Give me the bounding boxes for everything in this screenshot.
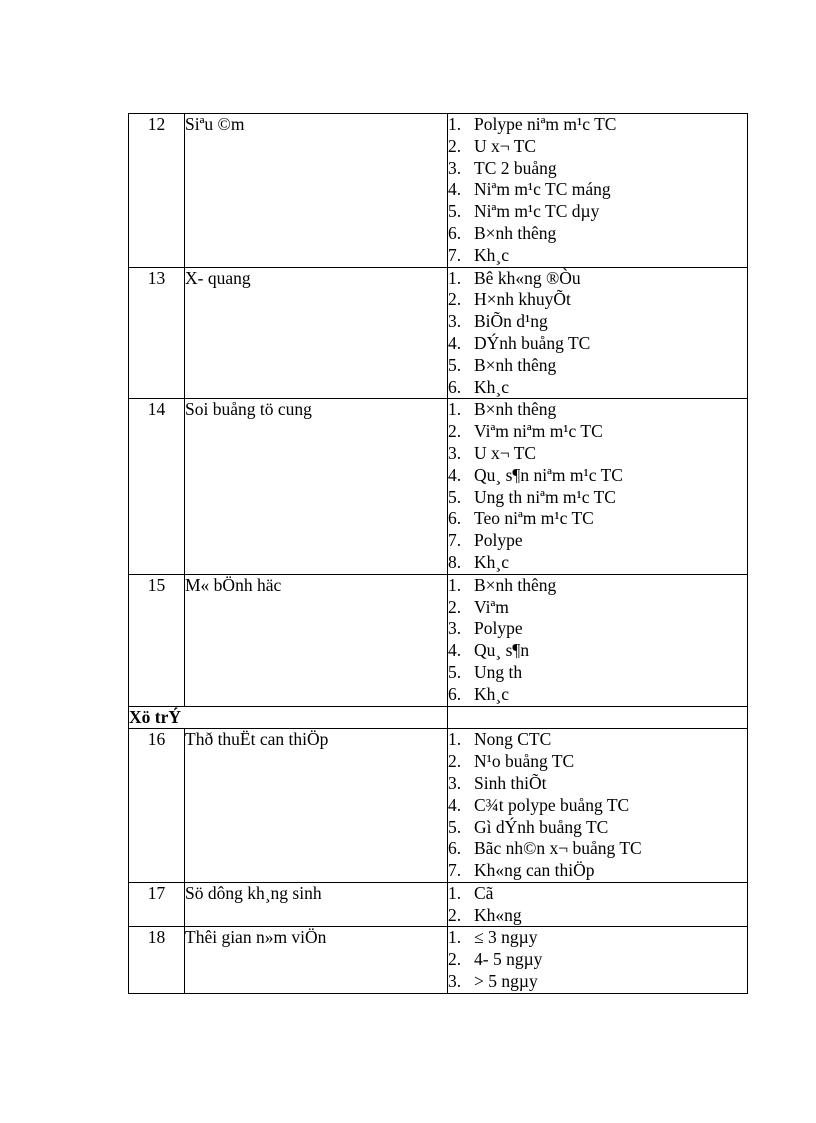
row-number: 12 xyxy=(129,114,185,268)
option-item xyxy=(448,795,747,817)
option-text: N¹o buång TC xyxy=(474,751,575,772)
option-text: Ung th xyxy=(474,661,523,682)
option-number: 1. xyxy=(448,574,462,595)
option-item xyxy=(448,773,747,795)
option-text: Nong CTC xyxy=(474,729,552,750)
option-text: Kh«ng can thiÖp xyxy=(474,860,595,881)
option-text: Sinh thiÕt xyxy=(474,772,547,793)
option-number: 2. xyxy=(448,596,462,617)
row-number: 17 xyxy=(129,882,185,927)
option-text: B×nh thêng xyxy=(474,354,557,375)
option-text: BiÕn d¹ng xyxy=(474,311,548,332)
option-text: Kh«ng xyxy=(474,904,522,925)
option-item xyxy=(448,158,747,180)
option-number: 1. xyxy=(448,927,462,948)
option-item xyxy=(448,311,747,333)
option-text: Cã xyxy=(474,882,494,903)
option-number: 1. xyxy=(448,399,462,420)
option-number: 3. xyxy=(448,311,462,332)
option-item xyxy=(448,618,747,640)
option-item xyxy=(448,662,747,684)
option-number: 3. xyxy=(448,971,462,992)
option-item xyxy=(448,817,747,839)
option-item xyxy=(448,289,747,311)
option-item xyxy=(448,201,747,223)
option-text: Bãc nh©n x¬ buång TC xyxy=(474,838,642,859)
option-number: 6. xyxy=(448,683,462,704)
option-item xyxy=(448,530,747,552)
option-number: 1. xyxy=(448,882,462,903)
option-text: B×nh thêng xyxy=(474,574,557,595)
option-number: 5. xyxy=(448,201,462,222)
option-text: B×nh thêng xyxy=(474,399,557,420)
option-number: 6. xyxy=(448,838,462,859)
option-number: 6. xyxy=(448,508,462,529)
option-number: 2. xyxy=(448,135,462,156)
option-number: 6. xyxy=(448,376,462,397)
option-text: H×nh khuyÕt xyxy=(474,289,571,310)
section-row xyxy=(129,706,748,729)
option-item xyxy=(448,223,747,245)
option-number: 5. xyxy=(448,661,462,682)
option-text: U x¬ TC xyxy=(474,442,537,463)
row-label: Thð thuËt can thiÖp xyxy=(185,729,448,883)
option-number: 7. xyxy=(448,860,462,881)
option-number: 4. xyxy=(448,332,462,353)
option-item xyxy=(448,421,747,443)
option-item xyxy=(448,751,747,773)
option-text: TC 2 buång xyxy=(474,157,557,178)
option-item xyxy=(448,333,747,355)
option-item xyxy=(448,443,747,465)
option-number: 2. xyxy=(448,421,462,442)
option-item xyxy=(448,883,747,905)
option-text: ≤ 3 ngµy xyxy=(474,927,538,948)
option-item xyxy=(448,927,747,949)
option-text: Gì dÝnh buång TC xyxy=(474,816,609,837)
table-row xyxy=(129,114,748,268)
option-item xyxy=(448,465,747,487)
data-table xyxy=(128,113,748,994)
option-text: Bê kh«ng ®Òu xyxy=(474,267,581,288)
table-row xyxy=(129,399,748,574)
option-item xyxy=(448,640,747,662)
option-text: Kh¸c xyxy=(474,244,509,265)
option-number: 6. xyxy=(448,222,462,243)
options-cell xyxy=(448,114,748,268)
row-number: 18 xyxy=(129,927,185,993)
option-text: Polype niªm m¹c TC xyxy=(474,114,617,134)
row-label: Sö dông kh¸ng sinh xyxy=(185,882,448,927)
option-number: 8. xyxy=(448,551,462,572)
row-label: Siªu ©m xyxy=(185,114,448,268)
option-text: C¾t polype buång TC xyxy=(474,794,630,815)
option-text: Qu¸ s¶n niªm m¹c TC xyxy=(474,464,623,485)
options-cell xyxy=(448,574,748,706)
option-item xyxy=(448,838,747,860)
option-item xyxy=(448,684,747,706)
option-number: 2. xyxy=(448,949,462,970)
option-text: U x¬ TC xyxy=(474,135,537,156)
option-text: Polype xyxy=(474,530,523,551)
option-item xyxy=(448,268,747,290)
option-text: Viªm xyxy=(474,596,509,617)
option-item xyxy=(448,729,747,751)
option-text: 4- 5 ngµy xyxy=(474,949,543,970)
table-body xyxy=(129,114,748,994)
section-heading: Xö trÝ xyxy=(129,706,448,729)
table-row xyxy=(129,927,748,993)
option-item xyxy=(448,949,747,971)
option-item xyxy=(448,971,747,993)
option-item xyxy=(448,355,747,377)
section-empty-cell xyxy=(448,706,748,729)
options-cell xyxy=(448,927,748,993)
option-number: 5. xyxy=(448,354,462,375)
option-item xyxy=(448,179,747,201)
option-number: 5. xyxy=(448,486,462,507)
option-item xyxy=(448,136,747,158)
option-number: 3. xyxy=(448,618,462,639)
option-text: > 5 ngµy xyxy=(474,971,538,992)
table-row xyxy=(129,267,748,399)
option-item xyxy=(448,508,747,530)
option-text: Viªm niªm m¹c TC xyxy=(474,421,603,442)
table-row xyxy=(129,882,748,927)
option-number: 2. xyxy=(448,751,462,772)
option-number: 1. xyxy=(448,267,462,288)
option-item xyxy=(448,905,747,927)
option-item xyxy=(448,860,747,882)
option-number: 7. xyxy=(448,530,462,551)
option-item xyxy=(448,597,747,619)
row-number: 15 xyxy=(129,574,185,706)
option-item xyxy=(448,552,747,574)
option-text: Qu¸ s¶n xyxy=(474,640,530,661)
row-label: Soi buång tö cung xyxy=(185,399,448,574)
option-number: 4. xyxy=(448,464,462,485)
option-text: Niªm m¹c TC dµy xyxy=(474,201,600,222)
option-item xyxy=(448,575,747,597)
option-number: 4. xyxy=(448,179,462,200)
options-cell xyxy=(448,729,748,883)
option-number: 3. xyxy=(448,772,462,793)
option-text: Ung th niªm m¹c TC xyxy=(474,486,616,507)
option-text: Kh¸c xyxy=(474,376,509,397)
option-number: 2. xyxy=(448,904,462,925)
row-label: X- quang xyxy=(185,267,448,399)
table-row xyxy=(129,574,748,706)
options-cell xyxy=(448,267,748,399)
option-number: 7. xyxy=(448,244,462,265)
option-number: 2. xyxy=(448,289,462,310)
options-cell xyxy=(448,399,748,574)
row-label: M« bÖnh häc xyxy=(185,574,448,706)
option-text: B×nh thêng xyxy=(474,222,557,243)
option-item xyxy=(448,399,747,421)
option-number: 1. xyxy=(448,114,462,134)
options-cell xyxy=(448,882,748,927)
option-text: Polype xyxy=(474,618,523,639)
option-text: Kh¸c xyxy=(474,683,509,704)
option-text: Kh¸c xyxy=(474,551,509,572)
option-number: 3. xyxy=(448,157,462,178)
row-number: 14 xyxy=(129,399,185,574)
option-text: DÝnh buång TC xyxy=(474,332,591,353)
row-number: 16 xyxy=(129,729,185,883)
option-item xyxy=(448,245,747,267)
option-item xyxy=(448,487,747,509)
option-number: 4. xyxy=(448,640,462,661)
option-text: Teo niªm m¹c TC xyxy=(474,508,594,529)
table-row xyxy=(129,729,748,883)
option-number: 3. xyxy=(448,442,462,463)
row-number: 13 xyxy=(129,267,185,399)
option-item xyxy=(448,377,747,399)
option-number: 5. xyxy=(448,816,462,837)
option-number: 4. xyxy=(448,794,462,815)
option-number: 1. xyxy=(448,729,462,750)
option-text: Niªm m¹c TC máng xyxy=(474,179,611,200)
option-item xyxy=(448,114,747,136)
row-label: Thêi gian n»m viÖn xyxy=(185,927,448,993)
